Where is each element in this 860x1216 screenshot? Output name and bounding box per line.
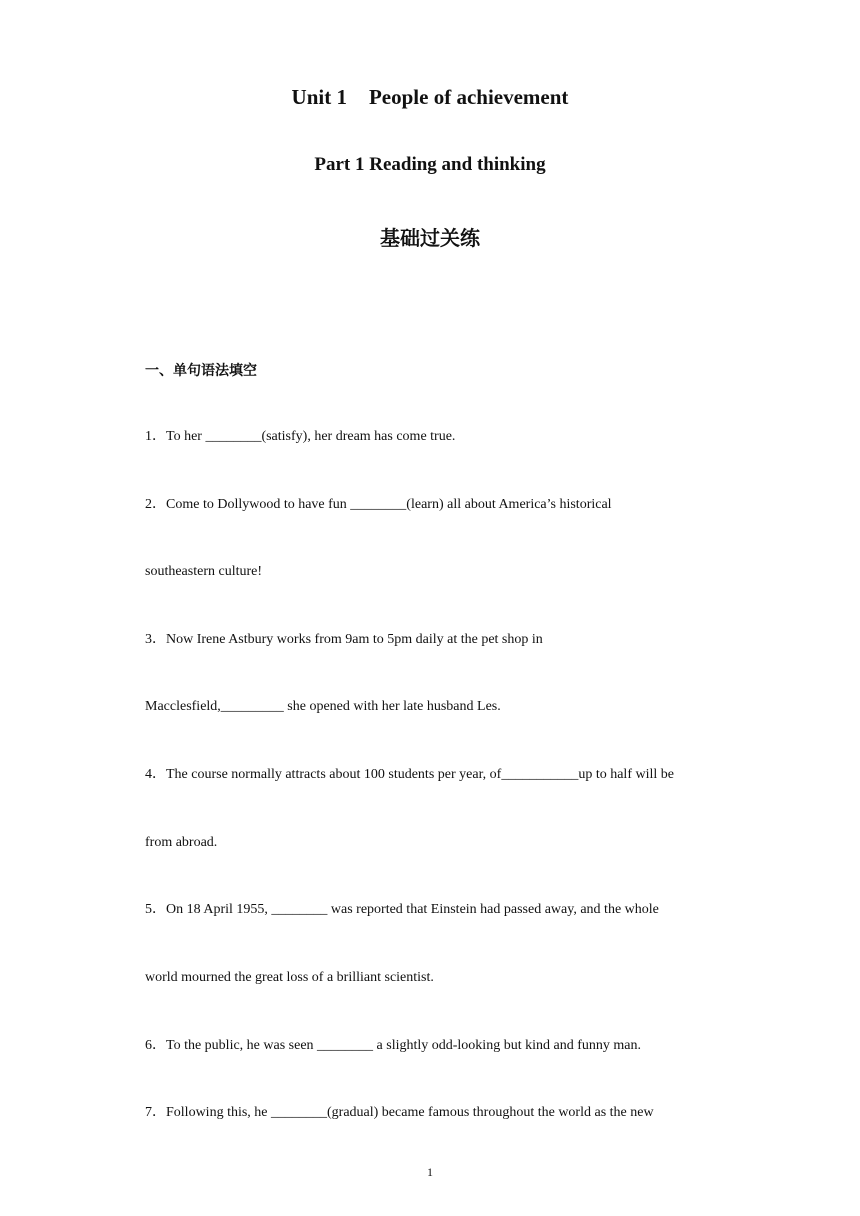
unit-label: Unit 1 <box>291 85 347 109</box>
unit-name: People of achievement <box>368 85 569 109</box>
unit-title <box>0 85 860 110</box>
question-line: southeastern culture! <box>145 564 263 579</box>
question-line: from abroad. <box>145 835 218 850</box>
page-number: 1 <box>427 1165 433 1179</box>
question-line: world mourned the great loss of a brilliant scientist. <box>145 970 434 985</box>
question-line: 5．On 18 April 1955, ________ was reported that Einstein had passed away, and the whole <box>145 902 659 917</box>
part-title: Part 1 Reading and thinking <box>314 154 546 175</box>
question-line: 4．The course normally attracts about 100 students per year, of___________up to half will be <box>145 767 674 782</box>
question-line: 3．Now Irene Astbury works from 9am to 5pm daily at the pet shop in <box>145 632 543 647</box>
question-line: 1．To her ________(satisfy), her dream has come true. <box>145 429 456 444</box>
question-line: 7．Following this, he ________(gradual) became famous throughout the world as the new <box>145 1105 654 1120</box>
question-line: 2．Come to Dollywood to have fun ________(learn) all about America’s historical <box>145 497 612 512</box>
exercise-subtitle: 基础过关练 <box>380 226 480 250</box>
question-line: 6．To the public, he was seen ________ a slightly odd-looking but kind and funny man. <box>145 1038 641 1053</box>
section-heading: 一、单句语法填空 <box>145 363 257 379</box>
question-line: Macclesfield,_________ she opened with her late husband Les. <box>145 699 501 714</box>
